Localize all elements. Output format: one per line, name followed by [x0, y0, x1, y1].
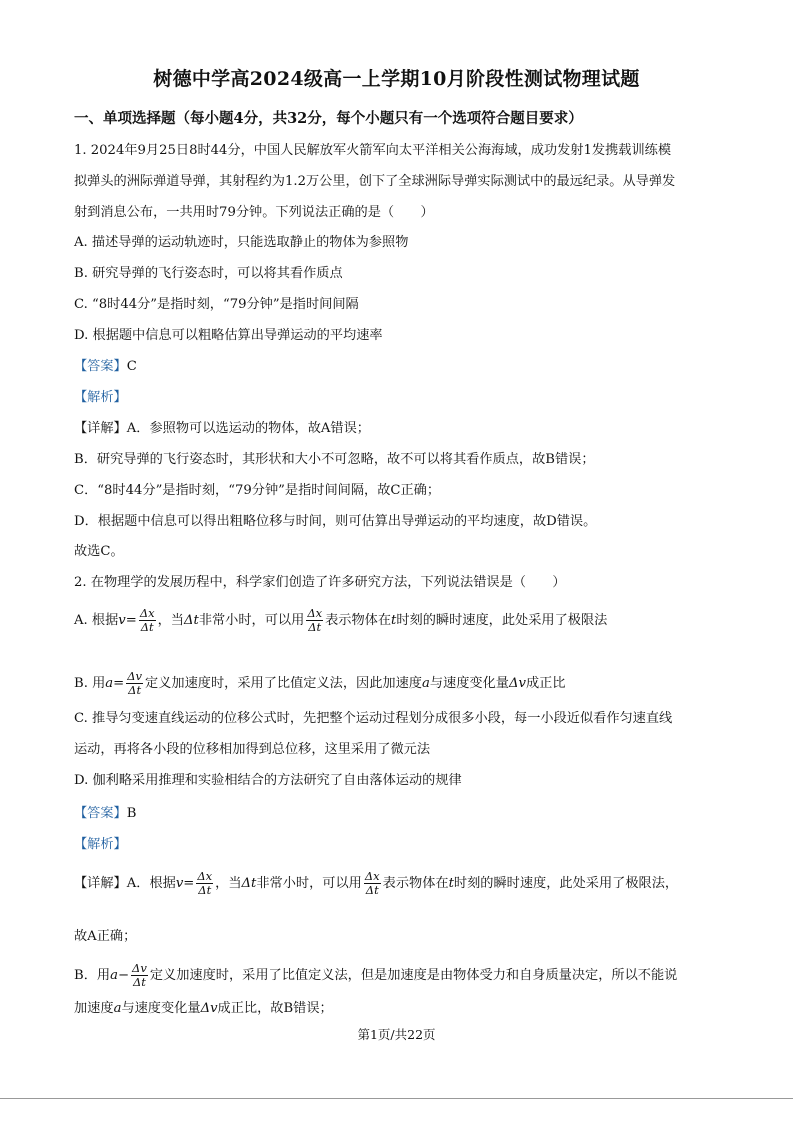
math-eq: =: [113, 676, 125, 691]
math-eq: =: [183, 876, 195, 891]
text: A．根据: [126, 876, 176, 891]
analysis-tag: 【解析】: [74, 390, 127, 405]
page-footer: 第1页/共22页: [357, 1027, 436, 1042]
fraction-dv-dt: [126, 670, 143, 697]
answer-value: C: [126, 359, 137, 374]
frac-den: Δt: [365, 883, 379, 897]
q2-detail-b: [74, 962, 677, 989]
q1-detail-a: [74, 420, 370, 438]
frac-num: Δv: [132, 961, 147, 975]
text: 加速度: [74, 1001, 114, 1016]
math-a: a: [421, 676, 430, 691]
math-a: a: [105, 676, 114, 691]
q2-option-d: D. 伽利略采用推理和实验相结合的方法研究了自由落体运动的规律: [74, 773, 462, 788]
q1-option-a: A. 描述导弹的运动轨迹时，只能选取静止的物体为参照物: [74, 235, 409, 250]
math-v: v: [175, 876, 184, 891]
frac-num: Δx: [307, 606, 323, 620]
q1-analysis-tag: [74, 389, 127, 407]
text: 与速度变化量: [121, 1001, 201, 1016]
math-eq: =: [125, 613, 137, 628]
q2-option-c-line-2: 运动，再将各小段的位移相加得到总位移，这里采用了微元法: [74, 742, 431, 757]
frac-den: Δt: [198, 883, 212, 897]
q1-option-d: D. 根据题中信息可以粗略估算出导弹运动的平均速率: [74, 328, 383, 343]
q1-detail-c: C．“8时44分”是指时刻，“79分钟”是指时间间隔，故C正确；: [74, 483, 441, 498]
q2-option-a: [74, 607, 607, 634]
text: 表示物体在: [325, 613, 392, 628]
frac-num: Δx: [197, 869, 213, 883]
answer-value: B: [126, 806, 137, 821]
math-dv: Δv: [200, 1001, 218, 1016]
bottom-divider: [0, 1098, 793, 1099]
q1-option-b: B. 研究导弹的飞行姿态时，可以将其看作质点: [74, 266, 343, 281]
text: 非常小时，可以用: [256, 876, 362, 891]
text: 与速度变化量: [429, 676, 509, 691]
math-a: a: [113, 1001, 122, 1016]
frac-num: Δv: [127, 669, 143, 683]
q1-option-c: C. “8时44分”是指时刻，“79分钟”是指时间间隔: [74, 297, 359, 312]
text: 非常小时，可以用: [198, 613, 305, 628]
frac-den: Δt: [128, 683, 142, 697]
text: 时刻的瞬时速度，此处采用了极限法: [396, 613, 608, 628]
q1-conclusion: 故选C。: [74, 544, 124, 559]
q2-detail-a-conclusion: 故A正确；: [74, 929, 137, 944]
math-dt: Δt: [183, 613, 199, 628]
text: 定义加速度时，采用了比值定义法，但是加速度是由物体受力和自身质量决定，所以不能说: [149, 968, 678, 983]
analysis-tag: 【解析】: [74, 837, 127, 852]
text: 时刻的瞬时速度，此处采用了极限法，: [453, 876, 679, 891]
frac-num: Δx: [139, 606, 155, 620]
q2-stem: 2. 在物理学的发展历程中，科学家们创造了许多研究方法，下列说法错误是（ ）: [74, 575, 566, 590]
frac-den: Δt: [308, 620, 322, 634]
q1-stem-line-2: 拟弹头的洲际弹道导弹，其射程约为1.2万公里，创下了全球洲际导弹实际测试中的最远纪录。从导弹发: [74, 174, 676, 189]
q2-option-b: [74, 670, 566, 697]
q1-detail-b: B．研究导弹的飞行姿态时，其形状和大小不可忽略，故不可以将其看作质点，故B错误；: [74, 452, 595, 467]
math-t: t: [391, 613, 397, 628]
q1-stem-line-3: 射到消息公布，一共用时79分钟。下列说法正确的是（ ）: [74, 205, 434, 220]
frac-num: Δx: [364, 869, 380, 883]
detail-text: A．参照物可以选运动的物体，故A错误；: [126, 421, 370, 436]
text: 成正比，故B错误；: [217, 1001, 333, 1016]
page-title: 树德中学高2024级高一上学期10月阶段性测试物理试题: [153, 68, 640, 90]
q1-answer: [74, 358, 137, 376]
fraction-dx-dt: [306, 607, 323, 634]
q1-stem-line-1: 1. 2024年9月25日8时44分，中国人民解放军火箭军向太平洋相关公海海域，成功发射1发携载训练模: [74, 143, 672, 158]
text: B. 用: [74, 676, 106, 691]
answer-tag: 【答案】: [74, 806, 127, 821]
q2-option-c-line-1: C. 推导匀变速直线运动的位移公式时，先把整个运动过程划分成很多小段，每一小段近似看作匀速直线: [74, 711, 673, 726]
q2-detail-b-line-2: [74, 1000, 333, 1018]
math-a: a: [110, 968, 118, 983]
math-dt: Δt: [241, 876, 257, 891]
frac-den: Δt: [132, 975, 146, 989]
answer-tag: 【答案】: [74, 359, 127, 374]
section-heading: 一、单项选择题（每小题4分，共32分，每个小题只有一个选项符合题目要求）: [74, 110, 583, 127]
detail-tag: 【详解】: [74, 421, 127, 436]
text: ，当: [157, 613, 184, 628]
text: B．用: [74, 968, 111, 983]
math-v: v: [118, 613, 126, 628]
q2-analysis-tag: [74, 836, 127, 854]
q2-detail-a: [74, 870, 678, 897]
text: ，当: [215, 876, 242, 891]
math-minus: −: [117, 968, 130, 983]
frac-den: Δt: [140, 620, 154, 634]
fraction-dx-dt: [139, 607, 156, 634]
text: A. 根据: [74, 613, 119, 628]
text: 成正比: [525, 676, 566, 691]
fraction-dx-dt: [364, 870, 381, 897]
math-t: t: [448, 876, 454, 891]
detail-tag: 【详解】: [74, 876, 127, 891]
q2-answer: [74, 805, 136, 823]
text: 表示物体在: [382, 876, 449, 891]
math-dv: Δv: [508, 676, 526, 691]
fraction-dx-dt: [196, 870, 213, 897]
q1-detail-d: D．根据题中信息可以得出粗略位移与时间，则可估算出导弹运动的平均速度，故D错误。: [74, 514, 597, 529]
fraction-dv-dt: [131, 962, 148, 989]
text: 定义加速度时，采用了比值定义法，因此加速度: [145, 676, 422, 691]
